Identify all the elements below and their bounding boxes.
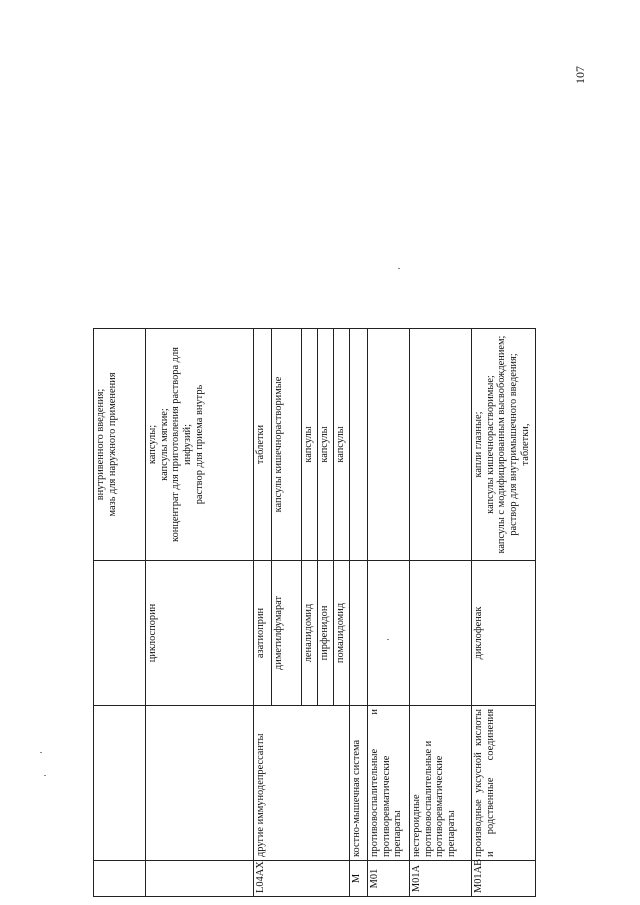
dosage-form-cell: капсулы: [318, 329, 334, 561]
table-row: [368, 329, 410, 897]
atc-code-cell: M: [350, 861, 368, 897]
group-name-cell: [146, 706, 254, 861]
rotated-table-sheet: [93, 329, 547, 897]
dosage-form-cell: капли глазные; капсулы кишечнорастворимые; капсулы с модифицированным высвобождением; раствор для внутримышечного введения; таблетки,: [472, 329, 536, 561]
drug-register-table: [93, 328, 536, 897]
dosage-form-cell: капсулы: [334, 329, 350, 561]
atc-code-cell: M01AB: [472, 861, 536, 897]
inn-cell: [410, 561, 472, 706]
inn-cell: леналидомид: [302, 561, 318, 706]
inn-cell: диметилфумарат: [272, 561, 302, 706]
table-row: [254, 329, 272, 897]
inn-cell: помалидомид: [334, 561, 350, 706]
group-name-cell: [94, 706, 146, 861]
inn-cell: [368, 561, 410, 706]
scan-speck: [387, 639, 389, 640]
scan-speck: [40, 752, 42, 753]
dosage-form-cell: капсулы; капсулы мягкие; концентрат для приготовления раствора для инфузий; раствор для приема внутрь: [146, 329, 254, 561]
dosage-form-cell: капсулы: [302, 329, 318, 561]
scan-speck: [44, 775, 46, 776]
dosage-form-cell: [410, 329, 472, 561]
scan-speck: [398, 268, 400, 269]
table-row: [146, 329, 254, 897]
inn-cell: пирфенидон: [318, 561, 334, 706]
inn-cell: диклофенак: [472, 561, 536, 706]
table-row: [94, 329, 146, 897]
table-row: [472, 329, 536, 897]
dosage-form-cell: таблетки: [254, 329, 272, 561]
atc-code-cell: L04AX: [254, 861, 350, 897]
atc-code-cell: M01: [368, 861, 410, 897]
group-name-cell: производные уксусной кислоты и родственные соединения: [472, 706, 536, 861]
page-number: 107: [573, 66, 587, 84]
group-name-cell: нестероидные противовоспалительные и противоревматические препараты: [410, 706, 472, 861]
atc-code-cell: [94, 861, 146, 897]
atc-code-cell: M01A: [410, 861, 472, 897]
group-name-cell: другие иммунодепрессанты: [254, 706, 350, 861]
dosage-form-cell: [350, 329, 368, 561]
inn-cell: [350, 561, 368, 706]
inn-cell: циклоспорин: [146, 561, 254, 706]
group-name-cell: костно-мышечная система: [350, 706, 368, 861]
dosage-form-cell: [368, 329, 410, 561]
table-row: [350, 329, 368, 897]
atc-code-cell: [146, 861, 254, 897]
inn-cell: азатиоприн: [254, 561, 272, 706]
inn-cell: [94, 561, 146, 706]
dosage-form-cell: внутривенного введения; мазь для наружного применения: [94, 329, 146, 561]
table-row: [410, 329, 472, 897]
group-name-cell: противовоспалительные и противоревматические препараты: [368, 706, 410, 861]
dosage-form-cell: капсулы кишечнорастворимые: [272, 329, 302, 561]
